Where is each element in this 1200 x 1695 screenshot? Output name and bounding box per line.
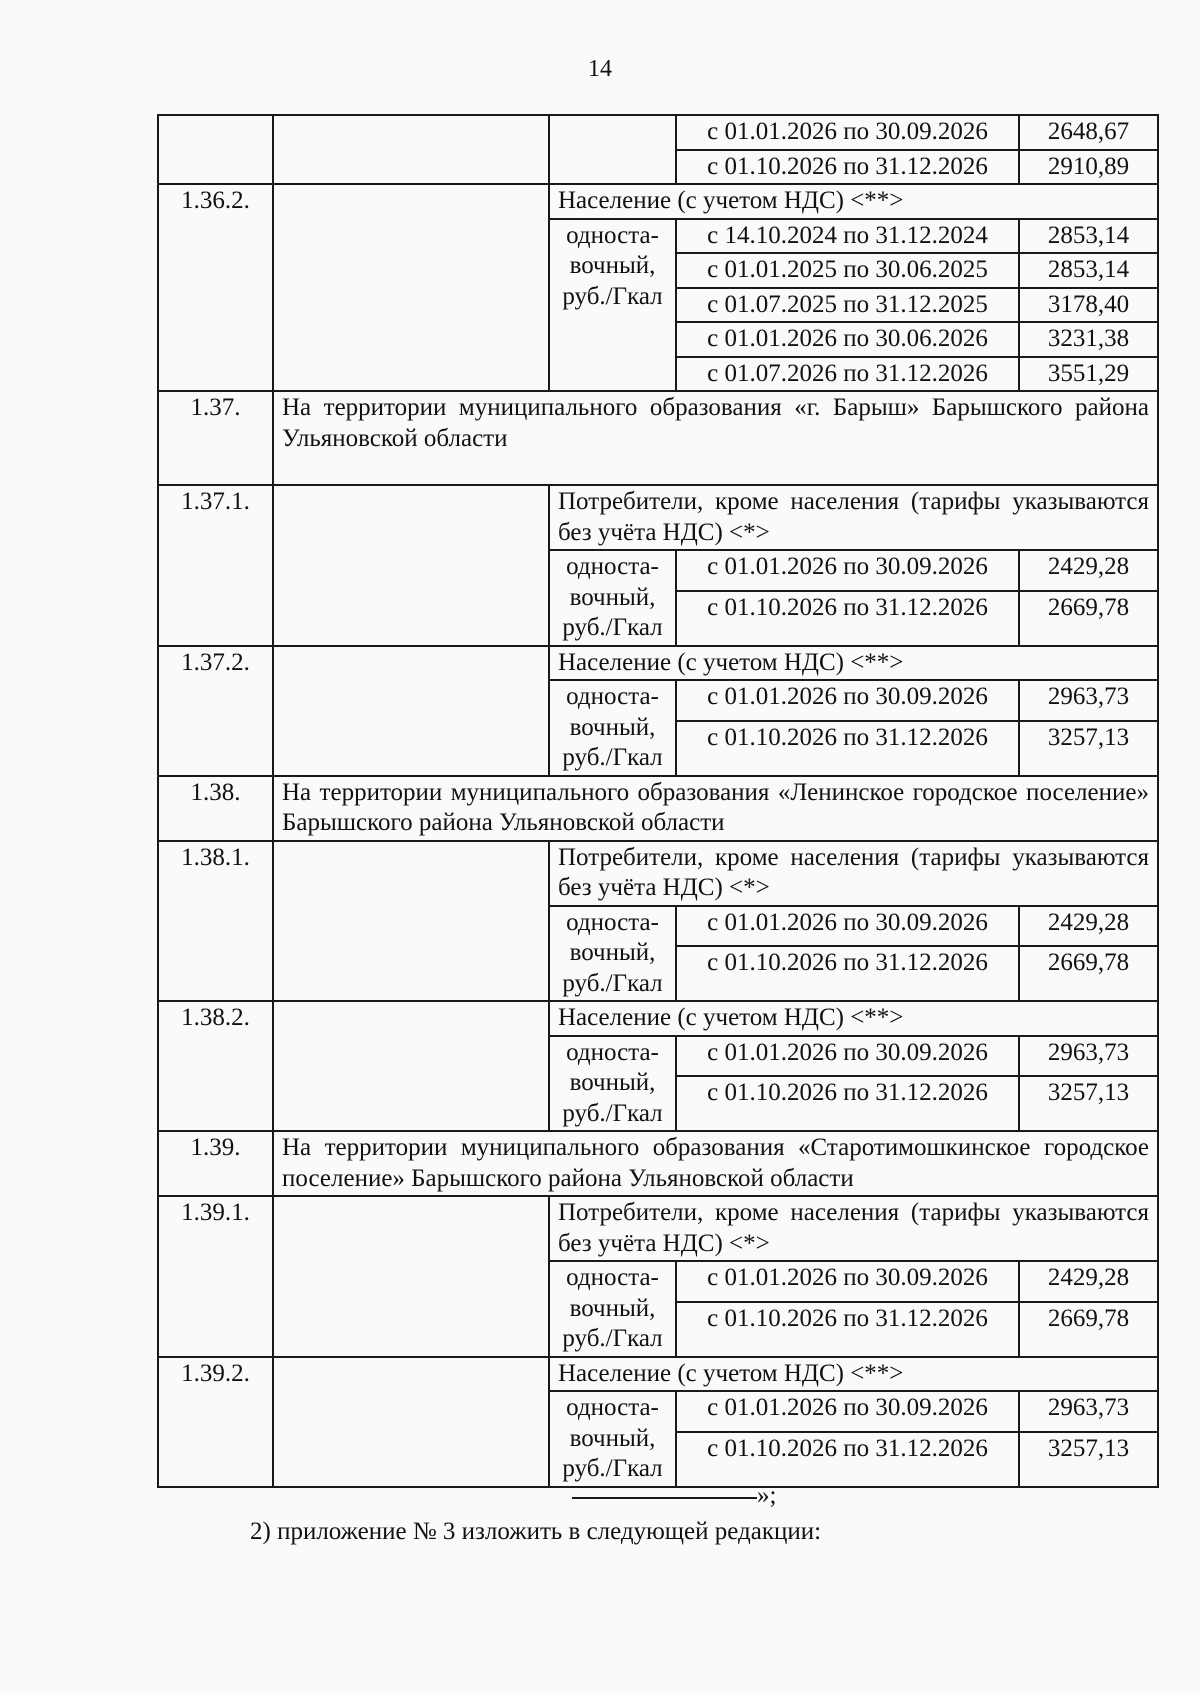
table-row <box>158 184 1158 219</box>
unit-cell: односта-вочный, руб./Гкал <box>549 1261 676 1357</box>
table-row <box>158 1357 1158 1392</box>
tariff-value: 3257,13 <box>1019 1432 1158 1487</box>
consumer-category: Потребители, кроме населения (тарифы указываются без учёта НДС) <*> <box>549 485 1158 550</box>
closing-rule <box>572 1482 776 1510</box>
consumer-category: Население (с учетом НДС) <**> <box>549 646 1158 681</box>
table-row <box>158 115 1158 150</box>
tariff-value: 2963,73 <box>1019 1036 1158 1077</box>
tariff-value: 2429,28 <box>1019 1261 1158 1302</box>
period-cell: с 01.10.2026 по 31.12.2026 <box>676 150 1019 185</box>
unit-cell: односта-вочный, руб./Гкал <box>549 1391 676 1487</box>
table-row <box>158 1001 1158 1036</box>
row-number: 1.37.2. <box>158 646 273 776</box>
period-cell: с 01.01.2026 по 30.09.2026 <box>676 1391 1019 1432</box>
tariff-table <box>157 114 1159 1488</box>
period-cell: с 14.10.2024 по 31.12.2024 <box>676 219 1019 254</box>
row-number: 1.38.1. <box>158 841 273 1002</box>
tariff-value: 2429,28 <box>1019 906 1158 947</box>
row-number: 1.38.2. <box>158 1001 273 1131</box>
row-number: 1.38. <box>158 776 273 841</box>
territory-heading: На территории муниципального образования «г. Барыш» Барышского района Ульяновской области <box>273 391 1158 485</box>
unit-cell: односта-вочный, руб./Гкал <box>549 906 676 1002</box>
table-row <box>158 776 1158 841</box>
row-number: 1.39. <box>158 1131 273 1196</box>
period-cell: с 01.01.2026 по 30.06.2026 <box>676 322 1019 357</box>
period-cell: с 01.01.2026 по 30.09.2026 <box>676 680 1019 721</box>
row-number: 1.39.2. <box>158 1357 273 1487</box>
period-cell: с 01.07.2026 по 31.12.2026 <box>676 357 1019 392</box>
table-row <box>158 1131 1158 1196</box>
closing-quote: »; <box>757 1482 777 1509</box>
consumer-category: Население (с учетом НДС) <**> <box>549 184 1158 219</box>
consumer-category: Население (с учетом НДС) <**> <box>549 1357 1158 1392</box>
row-number: 1.37.1. <box>158 485 273 646</box>
tariff-value: 3257,13 <box>1019 721 1158 776</box>
consumer-category: Население (с учетом НДС) <**> <box>549 1001 1158 1036</box>
period-cell: с 01.01.2026 по 30.09.2026 <box>676 1261 1019 1302</box>
period-cell: с 01.01.2026 по 30.09.2026 <box>676 550 1019 591</box>
period-cell: с 01.01.2026 по 30.09.2026 <box>676 906 1019 947</box>
tariff-value: 3231,38 <box>1019 322 1158 357</box>
tariff-value: 2853,14 <box>1019 253 1158 288</box>
table-row <box>158 1196 1158 1261</box>
tariff-value: 2429,28 <box>1019 550 1158 591</box>
page-number: 14 <box>588 56 612 82</box>
period-cell: с 01.01.2026 по 30.09.2026 <box>676 115 1019 150</box>
row-number: 1.37. <box>158 391 273 485</box>
consumer-category: Потребители, кроме населения (тарифы указываются без учёта НДС) <*> <box>549 841 1158 906</box>
tariff-value: 3178,40 <box>1019 288 1158 323</box>
tariff-value: 2669,78 <box>1019 1302 1158 1357</box>
unit-cell: односта-вочный, руб./Гкал <box>549 680 676 776</box>
tariff-value: 2648,67 <box>1019 115 1158 150</box>
tariff-value: 2910,89 <box>1019 150 1158 185</box>
tariff-value: 2669,78 <box>1019 946 1158 1001</box>
period-cell: с 01.10.2026 по 31.12.2026 <box>676 1432 1019 1487</box>
tariff-value: 3551,29 <box>1019 357 1158 392</box>
unit-cell: односта-вочный, руб./Гкал <box>549 550 676 646</box>
period-cell: с 01.10.2026 по 31.12.2026 <box>676 721 1019 776</box>
period-cell: с 01.10.2026 по 31.12.2026 <box>676 946 1019 1001</box>
period-cell: с 01.10.2026 по 31.12.2026 <box>676 591 1019 646</box>
horizontal-rule <box>572 1497 757 1499</box>
tariff-value: 2669,78 <box>1019 591 1158 646</box>
amendment-text: 2) приложение № 3 изложить в следующей редакции: <box>250 1518 822 1545</box>
row-number: 1.39.1. <box>158 1196 273 1357</box>
consumer-category: Потребители, кроме населения (тарифы указываются без учёта НДС) <*> <box>549 1196 1158 1261</box>
unit-cell: односта-вочный, руб./Гкал <box>549 1036 676 1132</box>
row-number: 1.36.2. <box>158 184 273 391</box>
unit-cell: односта-вочный, руб./Гкал <box>549 219 676 392</box>
tariff-value: 2963,73 <box>1019 680 1158 721</box>
table-row <box>158 485 1158 550</box>
table-row <box>158 391 1158 485</box>
period-cell: с 01.01.2026 по 30.09.2026 <box>676 1036 1019 1077</box>
tariff-value: 3257,13 <box>1019 1076 1158 1131</box>
territory-heading: На территории муниципального образования «Ленинское городское поселение» Барышского района Ульяновской области <box>273 776 1158 841</box>
table-row <box>158 646 1158 681</box>
period-cell: с 01.10.2026 по 31.12.2026 <box>676 1076 1019 1131</box>
period-cell: с 01.01.2025 по 30.06.2025 <box>676 253 1019 288</box>
period-cell: с 01.10.2026 по 31.12.2026 <box>676 1302 1019 1357</box>
tariff-value: 2963,73 <box>1019 1391 1158 1432</box>
period-cell: с 01.07.2025 по 31.12.2025 <box>676 288 1019 323</box>
territory-heading: На территории муниципального образования «Старотимошкинское городское поселение» Барышского района Ульяновской области <box>273 1131 1158 1196</box>
table-row <box>158 841 1158 906</box>
tariff-value: 2853,14 <box>1019 219 1158 254</box>
